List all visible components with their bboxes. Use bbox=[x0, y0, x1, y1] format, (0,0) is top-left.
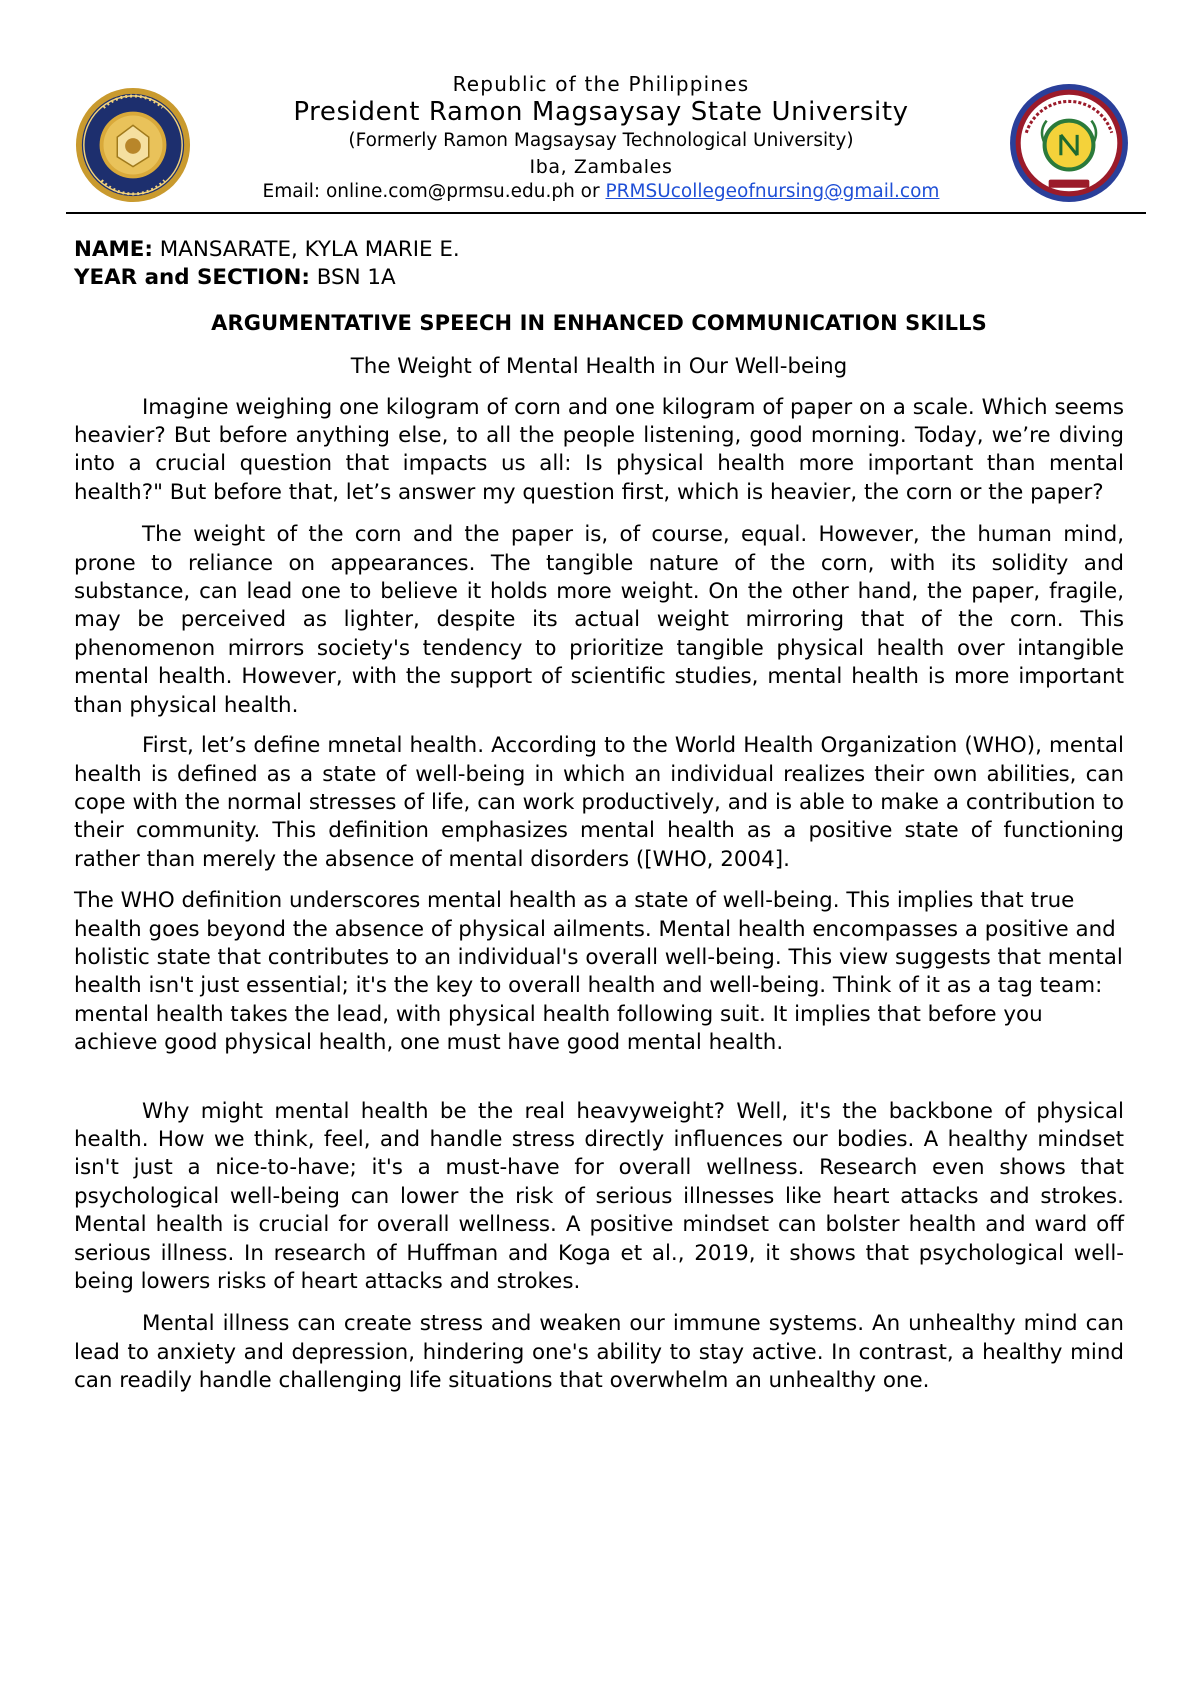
nursing-college-seal-icon bbox=[1008, 82, 1130, 204]
paragraph: Imagine weighing one kilogram of corn and one kilogram of paper on a scale. Which seems heavier? But before anything else, to all the people listening, good morning. Today, we’re diving into a crucial question that impacts us all: Is physical health more important than mental health?" But before that, let’s answer my question first, which is heavier, the corn or the paper? bbox=[74, 394, 1124, 505]
republic-line: Republic of the Philippines bbox=[452, 72, 750, 96]
formerly-line: (Formerly Ramon Magsaysay Technological University) bbox=[348, 130, 854, 151]
name-line bbox=[74, 236, 1124, 264]
university-name: President Ramon Magsaysay State University bbox=[293, 97, 909, 127]
email-line bbox=[216, 180, 986, 204]
document-body bbox=[74, 236, 1124, 1396]
paragraph: Why might mental health be the real heavyweight? Well, it's the backbone of physical health. How we think, feel, and handle stress directly influences our bodies. A healthy mindset isn't just a nice-to-have; it's a must-have for overall wellness. Research even shows that psychological well-being can lower the risk of serious illnesses like heart attacks and strokes. Mental health is crucial for overall wellness. A positive mindset can bolster health and ward off serious illness. In research of Huffman and Koga et al., 2019, it shows that psychological well-being lowers risks of heart attacks and strokes. bbox=[74, 1098, 1124, 1294]
year-line bbox=[74, 264, 1124, 292]
name-label: NAME: bbox=[74, 237, 153, 262]
email-link[interactable]: PRMSUcollegeofnursing@gmail.com bbox=[605, 181, 940, 202]
year-label: YEAR and SECTION: bbox=[74, 265, 310, 291]
paragraph: First, let’s define mnetal health. According to the World Health Organization (WHO), mental health is defined as a state of well-being in which an individual realizes their own abilities, can cope with the normal stresses of life, can work productively, and is able to make a contribution to their community. This definition emphasizes mental health as a positive state of functioning rather than merely the absence of mental disorders ([WHO, 2004]. bbox=[74, 733, 1124, 872]
paragraph: The WHO definition underscores mental health as a state of well-being. This implies that true health goes beyond the absence of physical ailments. Mental health encompasses a positive and holistic state that contributes to an individual's overall well-being. This view suggests that mental health isn't just essential; it's the key to overall health and well-being. Think of it as a tag team: mental health takes the lead, with physical health following suit. It implies that before you achieve good physical health, one must have good mental health. bbox=[74, 888, 1123, 1056]
letterhead-divider bbox=[66, 212, 1146, 214]
letterhead bbox=[66, 66, 1146, 216]
document-subtitle: The Weight of Mental Health in Our Well-being bbox=[350, 354, 848, 380]
email-prefix: Email: online.com@prmsu.edu.ph or bbox=[262, 181, 606, 202]
university-seal-icon bbox=[74, 86, 192, 204]
paragraph: Mental illness can create stress and weaken our immune systems. An unhealthy mind can lead to anxiety and depression, hindering one's ability to stay active. In contrast, a healthy mind can readily handle challenging life situations that overwhelm an unhealthy one. bbox=[74, 1311, 1124, 1394]
location-line: Iba, Zambales bbox=[529, 156, 673, 178]
document-title: ARGUMENTATIVE SPEECH IN ENHANCED COMMUNICATION SKILLS bbox=[211, 310, 987, 335]
paragraph: The weight of the corn and the paper is, of course, equal. However, the human mind, prone to reliance on appearances. The tangible nature of the corn, with its solidity and substance, can lead one to believe it holds more weight. On the other hand, the paper, fragile, may be perceived as lighter, despite its actual weight mirroring that of the corn. This phenomenon mirrors society's tendency to prioritize tangible physical health over intangible mental health. However, with the support of scientific studies, mental health is more important than physical health. bbox=[74, 522, 1124, 718]
year-value: BSN 1A bbox=[316, 265, 396, 291]
name-value: MANSARATE, KYLA MARIE E. bbox=[159, 237, 460, 262]
